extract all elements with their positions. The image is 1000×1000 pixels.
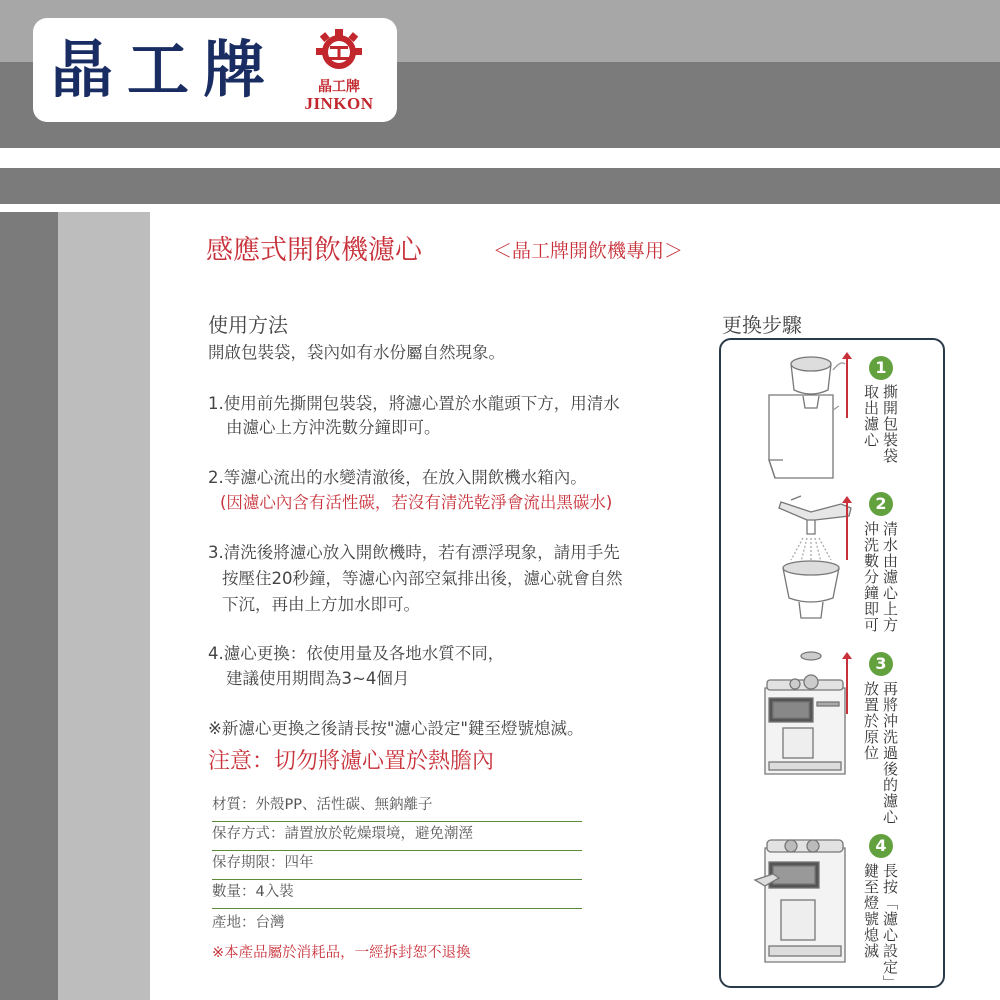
step2-text-b: 沖洗數分鐘即可 (862, 521, 880, 633)
step3-place-filter-illustration (755, 646, 855, 786)
usage-step1-line1: 1.使用前先撕開包裝袋，將濾心置於水龍頭下方，用清水 (208, 394, 620, 413)
brand-logo-text: 晶工牌 (51, 33, 280, 106)
step1-text-b: 取出濾心 (862, 384, 880, 448)
brand-logo-card (33, 18, 397, 122)
spec-disclaimer: ※本產品屬於消耗品，一經拆封恕不退換 (212, 945, 471, 961)
brand-logo-en: JINKON (304, 94, 374, 113)
usage-step4-line2: 建議使用期間為3~4個月 (226, 669, 410, 688)
usage-step3-line1: 3.清洗後將濾心放入開飲機時，若有漂浮現象，請用手先 (208, 543, 620, 562)
step3-number: 3 (869, 652, 893, 676)
usage-step4-line1: 4.濾心更換：依使用量及各地水質不同， (208, 644, 505, 663)
step3-text-b: 放置於原位 (862, 681, 880, 761)
step4-number: 4 (869, 834, 893, 858)
usage-step3-line2: 按壓住20秒鐘，等濾心內部空氣排出後，濾心就會自然 (222, 569, 623, 588)
header-band-bottom (0, 168, 1000, 204)
left-strip-dark (0, 212, 58, 1000)
left-strip-light (58, 212, 150, 1000)
steps-heading: 更換步驟 (722, 313, 802, 337)
step3-text-a: 再將沖洗過後的濾心 (881, 681, 899, 825)
usage-step2-line1: 2.等濾心流出的水變清澈後，在放入開飲機水箱內。 (208, 468, 587, 487)
step2-arrow-icon (846, 502, 848, 560)
usage-intro: 開啟包裝袋，袋內如有水份屬自然現象。 (208, 343, 505, 362)
step2-text-a: 清水由濾心上方 (881, 521, 899, 633)
header-band-gap (0, 148, 1000, 168)
spec-storage: 保存方式：請置放於乾燥環境，避免潮溼 (212, 821, 582, 851)
step2-number: 2 (869, 492, 893, 516)
step1-arrow-icon (846, 358, 848, 418)
spec-material: 材質：外殼PP、活性碳、無鈉離子 (212, 792, 582, 822)
usage-step1-line2: 由濾心上方沖洗數分鐘即可。 (226, 418, 441, 437)
step1-number: 1 (869, 356, 893, 380)
usage-heading: 使用方法 (208, 313, 288, 337)
gear-icon (296, 28, 382, 78)
steps-panel (719, 338, 945, 991)
step4-text-a: 長按「濾心設定」 (881, 863, 899, 991)
brand-logo-cn: 晶工牌 (318, 79, 360, 95)
usage-step2-line2: (因濾心內含有活性碳，若沒有清洗乾淨會流出黑碳水) (220, 493, 613, 512)
usage-step3-line3: 下沉，再由上方加水即可。 (222, 595, 420, 614)
step3-arrow-icon (846, 658, 848, 714)
spec-shelf-life: 保存期限：四年 (212, 850, 582, 880)
step4-press-button-illustration (751, 834, 855, 974)
spec-origin: 產地：台灣 (212, 915, 285, 931)
product-subtitle: ＜晶工牌開飲機專用＞ (493, 240, 684, 262)
product-title: 感應式開飲機濾心 (206, 235, 422, 266)
usage-note: ※新濾心更換之後請長按"濾心設定"鍵至燈號熄滅。 (208, 719, 584, 738)
brand-gear-logo (296, 28, 382, 118)
usage-warning: 注意：切勿將濾心置於熱膽內 (208, 749, 495, 774)
step4-text-b: 鍵至燈號熄滅 (862, 863, 880, 959)
spec-quantity: 數量：4入裝 (212, 879, 582, 909)
step1-text-a: 撕開包裝袋 (881, 384, 899, 464)
